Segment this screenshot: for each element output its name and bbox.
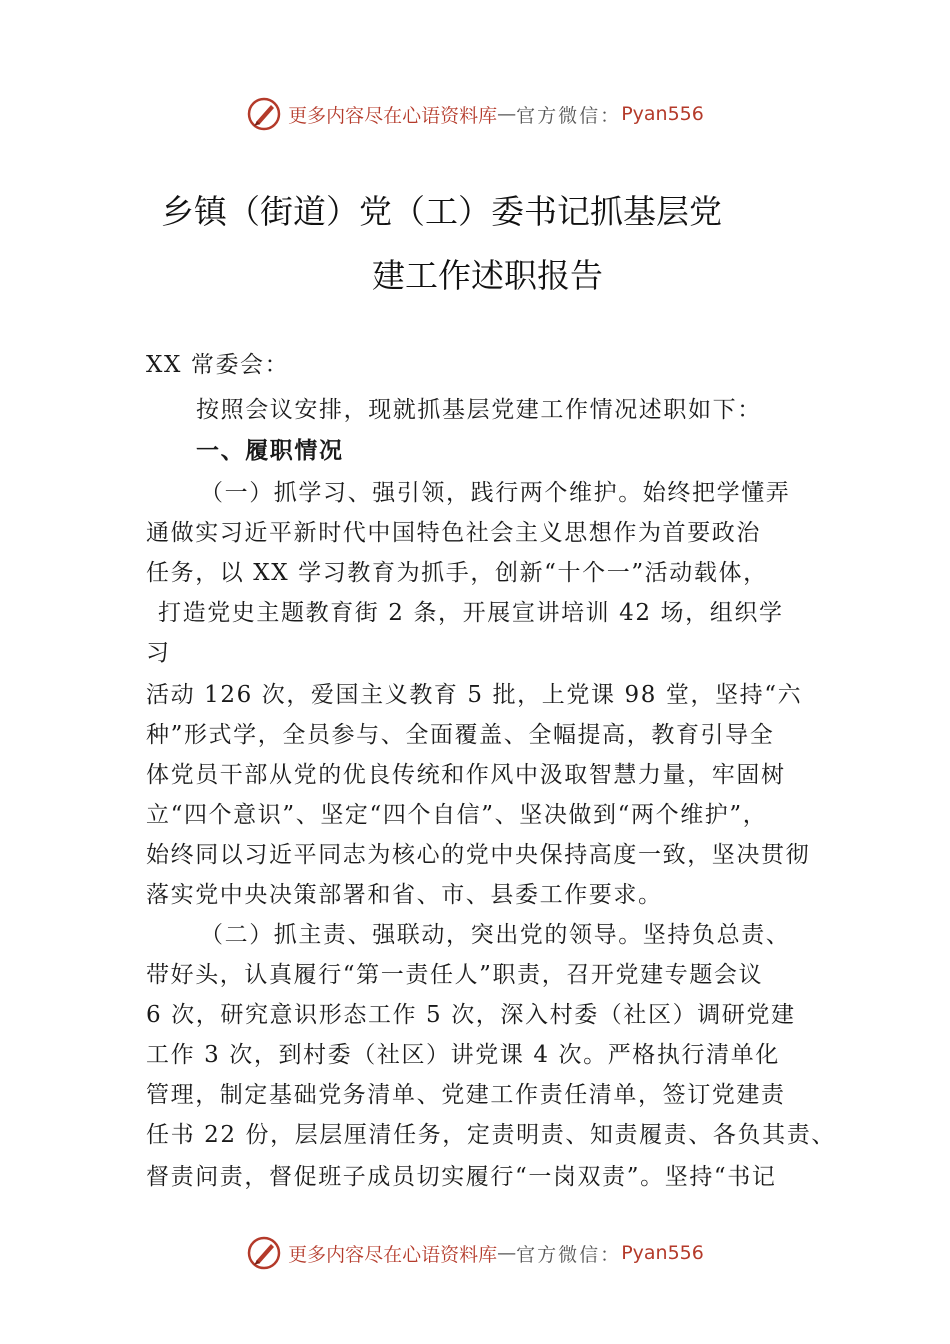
watermark-main-text: 更多内容尽在心语资料库 — [288, 1243, 498, 1266]
paragraph-line: 带好头，认真履行“第一责任人”职责，召开党建专题会议 — [146, 962, 764, 988]
watermark-main-text: 更多内容尽在心语资料库 — [288, 104, 498, 127]
paragraph-line: 通做实习近平新时代中国特色社会主义思想作为首要政治 — [146, 520, 761, 546]
watermark-wechat-id: Pyan556 — [621, 103, 704, 125]
section-heading-1: 一、履职情况 — [196, 437, 344, 464]
watermark-wechat-label: 官方微信： — [516, 1243, 622, 1266]
intro-line: 按照会议安排，现就抓基层党建工作情况述职如下： — [196, 397, 762, 423]
watermark-banner-bottom — [0, 1231, 950, 1275]
paragraph-line: 活动 126 次，爱国主义教育 5 批，上党课 98 堂，坚持“六 — [146, 682, 803, 708]
paragraph-line: 立“四个意识”、坚定“四个自信”、坚决做到“两个维护”， — [146, 802, 768, 828]
salutation: XX 常委会： — [146, 352, 290, 378]
watermark-separator: — — [497, 103, 517, 125]
paragraph-line: 任务，以 XX 学习教育为抓手，创新“十个一”活动载体， — [146, 560, 768, 586]
watermark-wechat-id: Pyan556 — [621, 1242, 704, 1264]
paragraph-line: 督责问责，督促班子成员切实履行“一岗双责”。坚持“书记 — [146, 1164, 777, 1190]
paragraph-line: 打造党史主题教育街 2 条，开展宣讲培训 42 场，组织学 — [158, 600, 784, 626]
watermark-banner-top — [0, 92, 950, 136]
pen-logo-icon — [246, 96, 282, 132]
page-title-line-2: 建工作述职报告 — [372, 256, 603, 295]
paragraph-line: 体党员干部从党的优良传统和作风中汲取智慧力量，牢固树 — [146, 762, 786, 788]
paragraph-line: 落实党中央决策部署和省、市、县委工作要求。 — [146, 882, 663, 908]
watermark-separator: — — [497, 1242, 517, 1264]
page-title-line-1: 乡镇（街道）党（工）委书记抓基层党 — [161, 192, 722, 231]
paragraph-line: 种”形式学，全员参与、全面覆盖、全幅提高，教育引导全 — [146, 722, 775, 748]
watermark-wechat-label: 官方微信： — [516, 104, 622, 127]
paragraph-line: 任书 22 份，层层厘清任务，定责明责、知责履责、各负其责、 — [146, 1122, 836, 1148]
pen-logo-icon — [246, 1235, 282, 1271]
paragraph-line: 始终同以习近平同志为核心的党中央保持高度一致，坚决贯彻 — [146, 842, 811, 868]
paragraph-line: 6 次，研究意识形态工作 5 次，深入村委（社区）调研党建 — [146, 1002, 796, 1028]
paragraph-line: 工作 3 次，到村委（社区）讲党课 4 次。严格执行清单化 — [146, 1042, 780, 1068]
paragraph-line: （二）抓主责、强联动，突出党的领导。坚持负总责、 — [200, 922, 791, 948]
paragraph-line: （一）抓学习、强引领，践行两个维护。始终把学懂弄 — [200, 480, 791, 506]
paragraph-line: 习 — [146, 640, 171, 666]
paragraph-line: 管理，制定基础党务清单、党建工作责任清单，签订党建责 — [146, 1082, 786, 1108]
